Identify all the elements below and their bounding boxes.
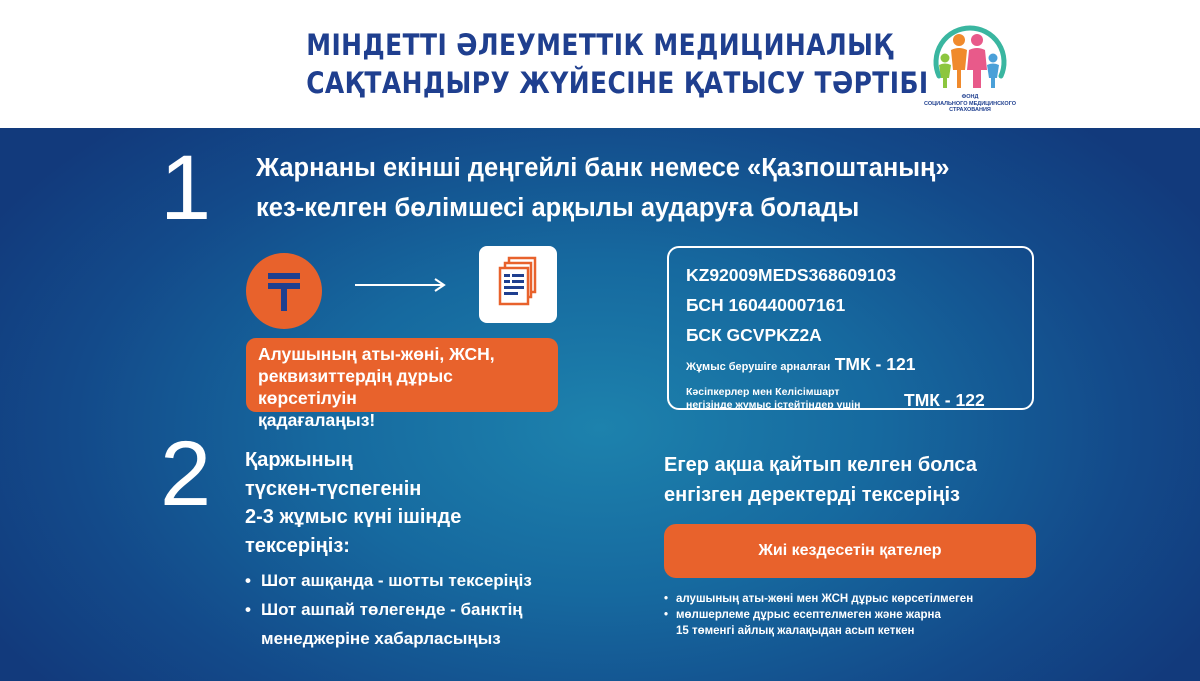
warning-line-3: қадағалаңыз! xyxy=(258,410,376,430)
page-title xyxy=(306,26,929,102)
title-line-1: МІНДЕТТІ ӘЛЕУМЕТТІК МЕДИЦИНАЛЫҚ xyxy=(306,28,894,62)
tenge-icon xyxy=(246,253,322,329)
step-2-text-line-2: түскен-түспегенін xyxy=(245,477,422,500)
header xyxy=(0,0,1200,128)
contract-code-row xyxy=(686,386,1032,416)
step-1-text-line-1: Жарнаны екінші деңгейлі банк немесе «Қазпоштаның» xyxy=(256,154,950,182)
step-2-bullets xyxy=(245,566,625,653)
list-item: • Шот ашқанда - шотты тексеріңіз xyxy=(245,566,625,595)
employer-code: ТМК - 121 xyxy=(834,354,916,374)
employer-code-row xyxy=(686,353,1032,378)
bullet-2-line-1: • Шот ашпай төлегенде - банктің xyxy=(261,600,523,619)
arrow-right-icon xyxy=(355,278,447,292)
check-title-line-1: Егер ақша қайтып келген болса xyxy=(664,454,977,476)
contract-label-line-2: негізінде жұмыс істейтіндер үшін xyxy=(686,399,861,411)
logo-caption-line-3: СТРАХОВАНИЯ xyxy=(949,107,991,113)
warning-box xyxy=(246,338,558,430)
step-1-text xyxy=(256,148,1016,228)
employer-label: Жұмыс берушіге арналған xyxy=(686,361,831,373)
bullet-2-line-2: менеджеріне хабарласыңыз xyxy=(261,629,501,648)
check-title-line-2: енгізген деректерді тексеріңіз xyxy=(664,484,960,506)
logo-caption-line-1: ФОНД xyxy=(961,94,979,100)
logo-caption xyxy=(905,94,1035,114)
common-errors-button[interactable]: Жиі кездесетін қателер xyxy=(664,524,1036,578)
contract-label-line-1: Кәсіпкерлер мен Келісімшарт xyxy=(686,386,840,398)
step-2-number: 2 xyxy=(160,423,212,525)
step-2-text xyxy=(245,446,625,560)
step-1-number: 1 xyxy=(160,137,212,239)
check-title xyxy=(664,450,1064,510)
title-line-2: САҚТАНДЫРУ ЖҮЙЕСІНЕ ҚАТЫСУ ТӘРТІБІ xyxy=(306,66,929,100)
step-2-text-line-1: Қаржының xyxy=(245,449,353,471)
errors-list xyxy=(664,591,1064,639)
list-item: • алушының аты-жөні мен ЖСН дұрыс көрсетілмеген xyxy=(664,591,1064,607)
list-item xyxy=(245,595,625,653)
logo-caption-line-2: СОЦИАЛЬНОГО МЕДИЦИНСКОГО xyxy=(923,100,1017,107)
warning-line-2: реквизиттердің дұрыс көрсетілуін xyxy=(258,366,453,408)
requisites-box xyxy=(667,246,1034,410)
step-1-text-line-2: кез-келген бөлімшесі арқылы аударуға болады xyxy=(256,194,860,222)
bik-text: БСК GCVPKZ2A xyxy=(686,325,822,345)
warning-line-1: Алушының аты-жөні, ЖСН, xyxy=(258,344,495,364)
error-2-line-2: 15 төменгі айлық жалақыдан асып кеткен xyxy=(676,625,915,637)
step-2-text-line-4: тексеріңіз: xyxy=(245,534,350,557)
main-panel xyxy=(0,128,1200,681)
iban-text: KZ92009MEDS368609103 xyxy=(686,265,897,285)
contract-code: ТМК - 122 xyxy=(904,390,985,410)
list-item xyxy=(664,607,1064,639)
documents-icon xyxy=(479,246,557,323)
error-2-line-1: • мөлшерлеме дұрыс есептелмеген және жарна xyxy=(676,609,941,621)
contract-label xyxy=(686,386,860,412)
step-2-text-line-3: 2-3 жұмыс күні ішінде xyxy=(245,506,462,528)
bin-text: БСН 160440007161 xyxy=(686,295,846,315)
